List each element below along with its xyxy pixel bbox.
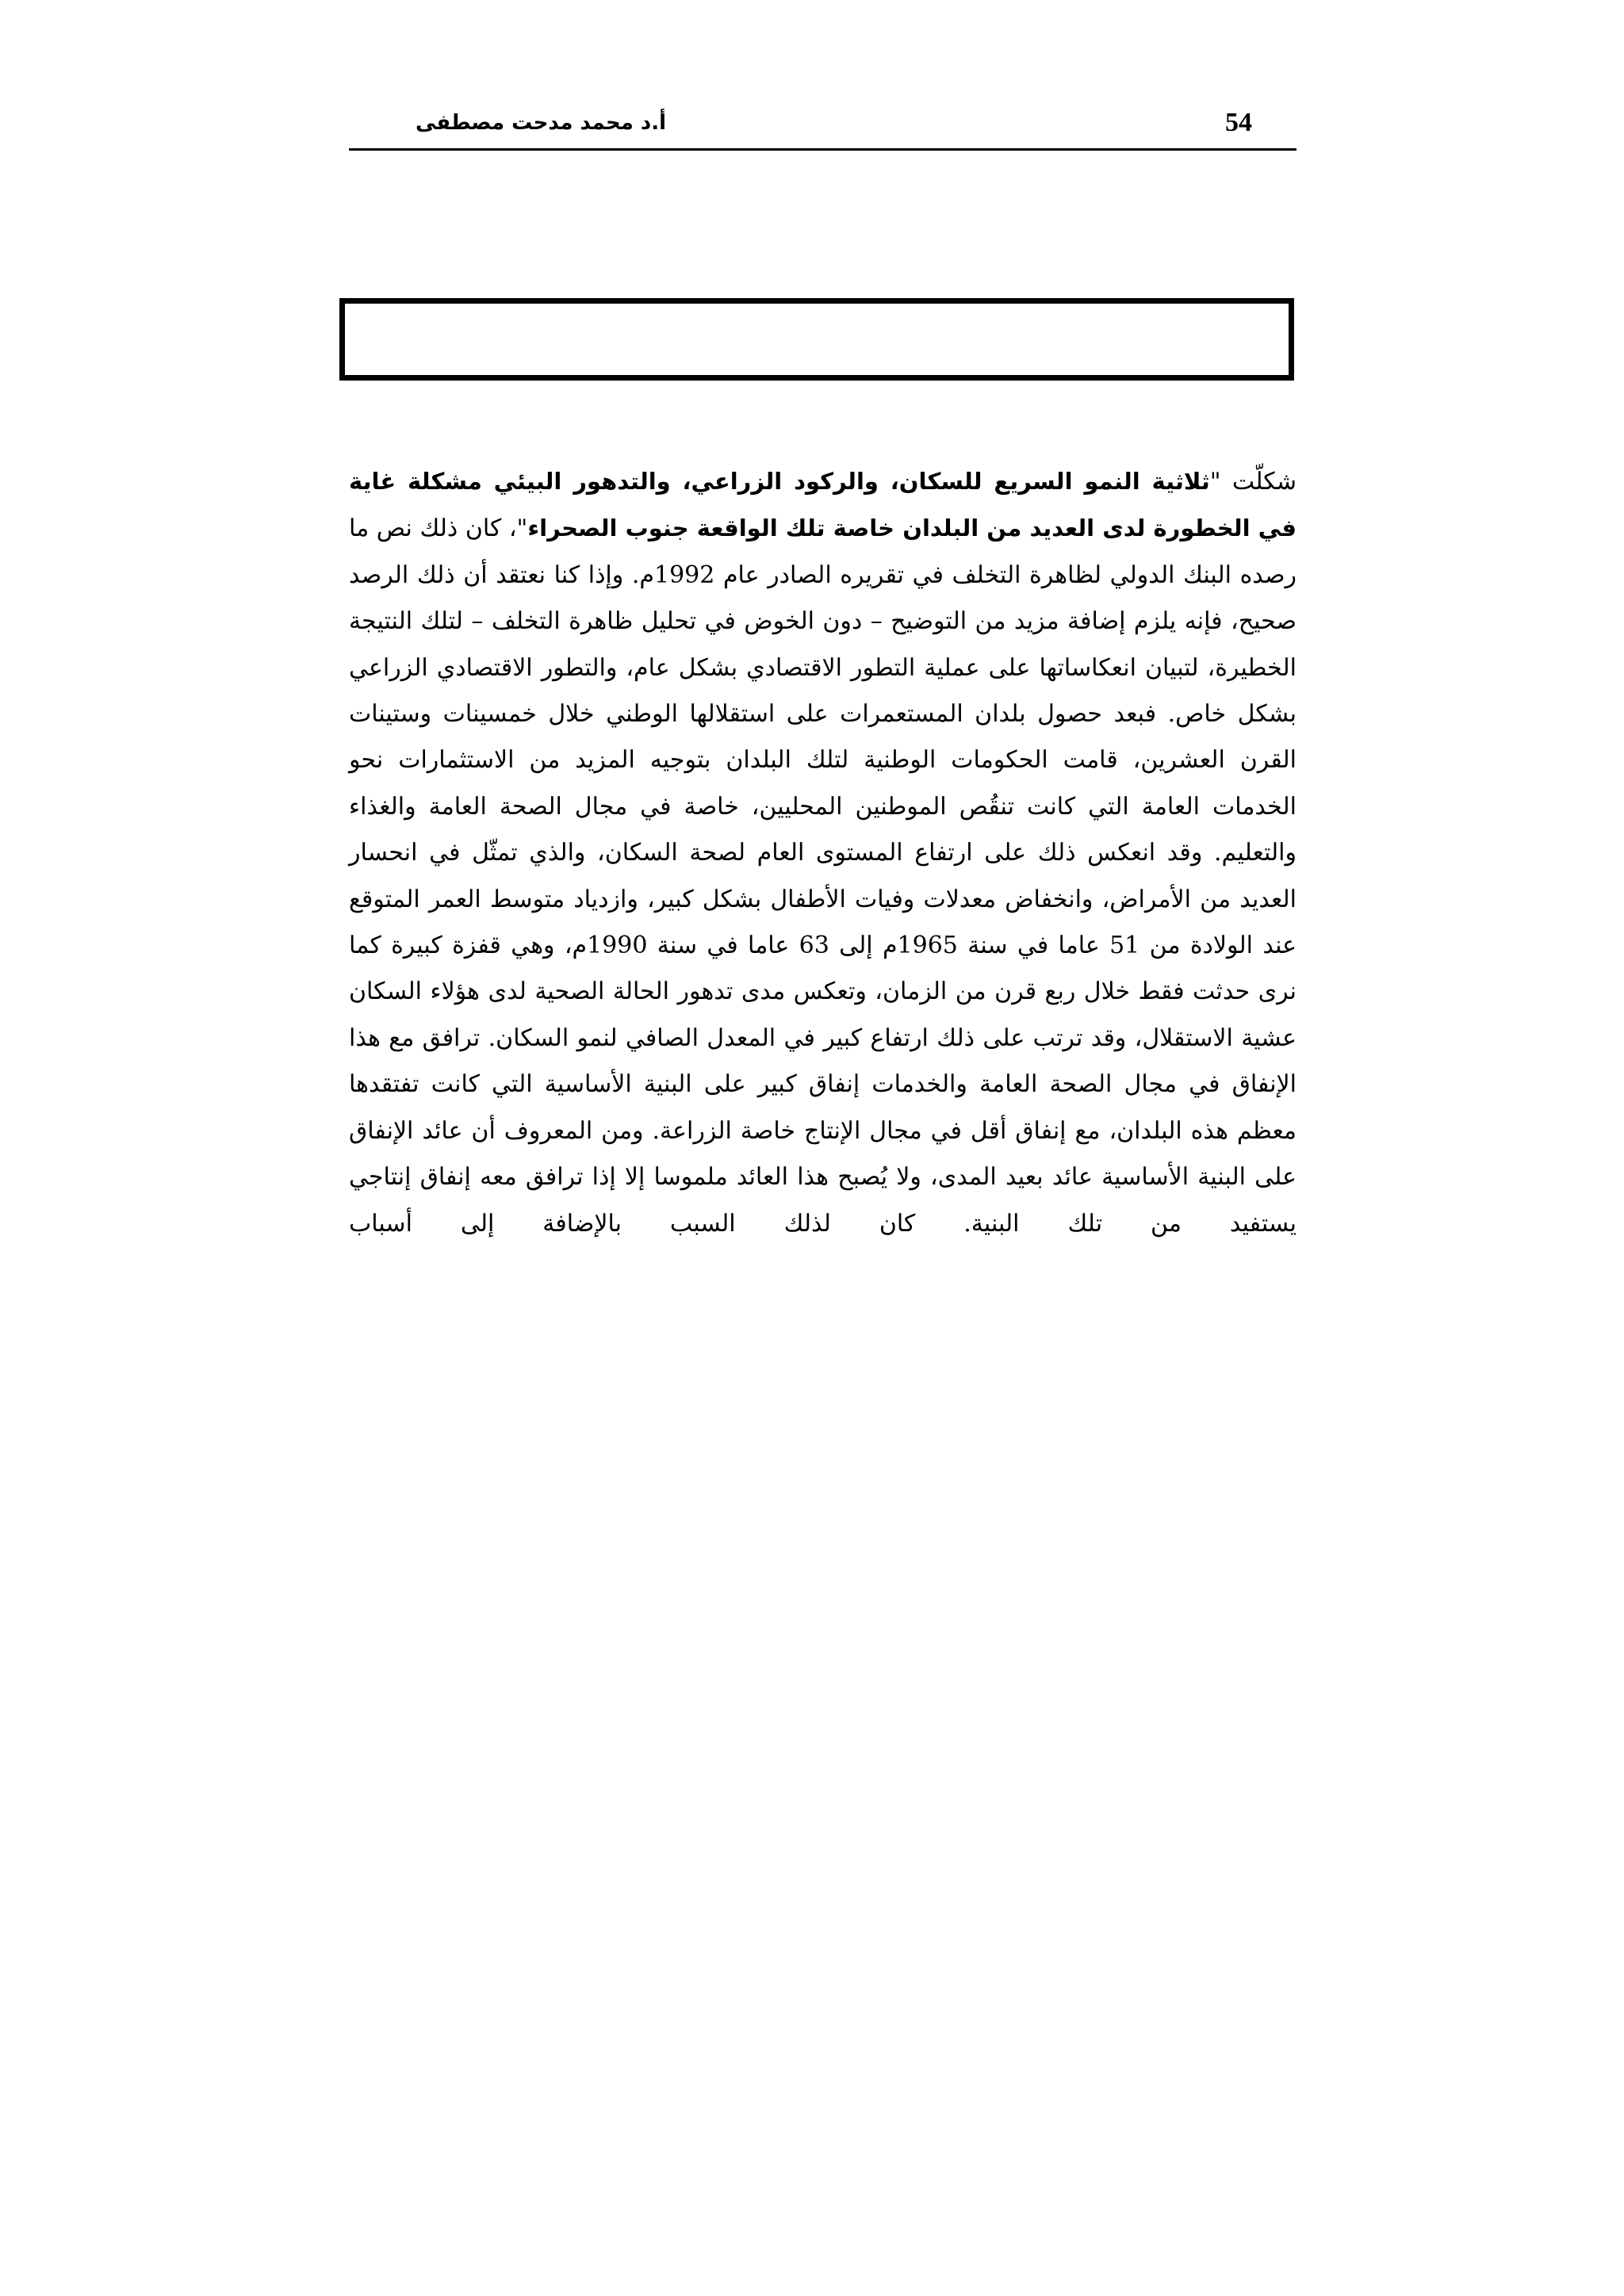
quote-close: "، (508, 515, 528, 543)
intro-text: شكلّت " (1209, 468, 1297, 496)
page-number: 54 (1225, 108, 1252, 137)
running-header-author: أ.د محمد مدحت مصطفى (415, 111, 666, 135)
body-paragraph (349, 458, 1297, 1247)
quoted-statement: ثلاثية النمو السريع للسكان، والركود الزراعي، والتدهور البيئي مشكلة غاية في الخطورة لدى العديد من البلدان خاصة تلك الواقعة جنوب الصحراء (349, 468, 1297, 542)
header-divider (349, 148, 1297, 151)
empty-figure-frame (339, 298, 1294, 381)
paragraph-text: كان ذلك نص ما رصده البنك الدولي لظاهرة التخلف في تقريره الصادر عام 1992م. وإذا كنا نعتقد أن ذلك الرصد صحيح، فإنه يلزم إضافة مزيد من التوضيح – دون الخوض في تحليل ظاهرة التخلف – لتلك النتيجة الخطيرة، لتبيان انعكاساتها على عملية التطور الاقتصادي بشكل عام، والتطور الاقتصادي الزراعي بشكل خاص. فبعد حصول بلدان المستعمرات على استقلالها الوطني خلال خمسينات وستينات القرن العشرين، قامت الحكومات الوطنية لتلك البلدان بتوجيه المزيد من الاستثمارات نحو الخدمات العامة التي كانت تنقُص الموطنين المحليين، خاصة في مجال الصحة العامة والغذاء والتعليم. وقد انعكس ذلك على ارتفاع المستوى العام لصحة السكان، والذي تمثّل في انحسار العديد من الأمراض، وانخفاض معدلات وفيات الأطفال بشكل كبير، وازدياد متوسط العمر المتوقع عند الولادة من 51 عاما في سنة 1965م إلى 63 عاما في سنة 1990م، وهي قفزة كبيرة كما نرى حدثت فقط خلال ربع قرن من الزمان، وتعكس مدى تدهور الحالة الصحية لدى هؤلاء السكان عشية الاستقلال، وقد ترتب على ذلك ارتفاع كبير في المعدل الصافي لنمو السكان. ترافق مع هذا الإنفاق في مجال الصحة العامة والخدمات إنفاق كبير على البنية الأساسية التي كانت تفتقدها معظم هذه البلدان، مع إنفاق أقل في مجال الإنتاج خاصة الزراعة. ومن المعروف أن عائد الإنفاق على البنية الأساسية عائد بعيد المدى، ولا يُصبح هذا العائد ملموسا إلا إذا ترافق معه إنفاق إنتاجي يستفيد من تلك البنية. كان لذلك السبب بالإضافة إلى أسباب (349, 515, 1297, 1238)
